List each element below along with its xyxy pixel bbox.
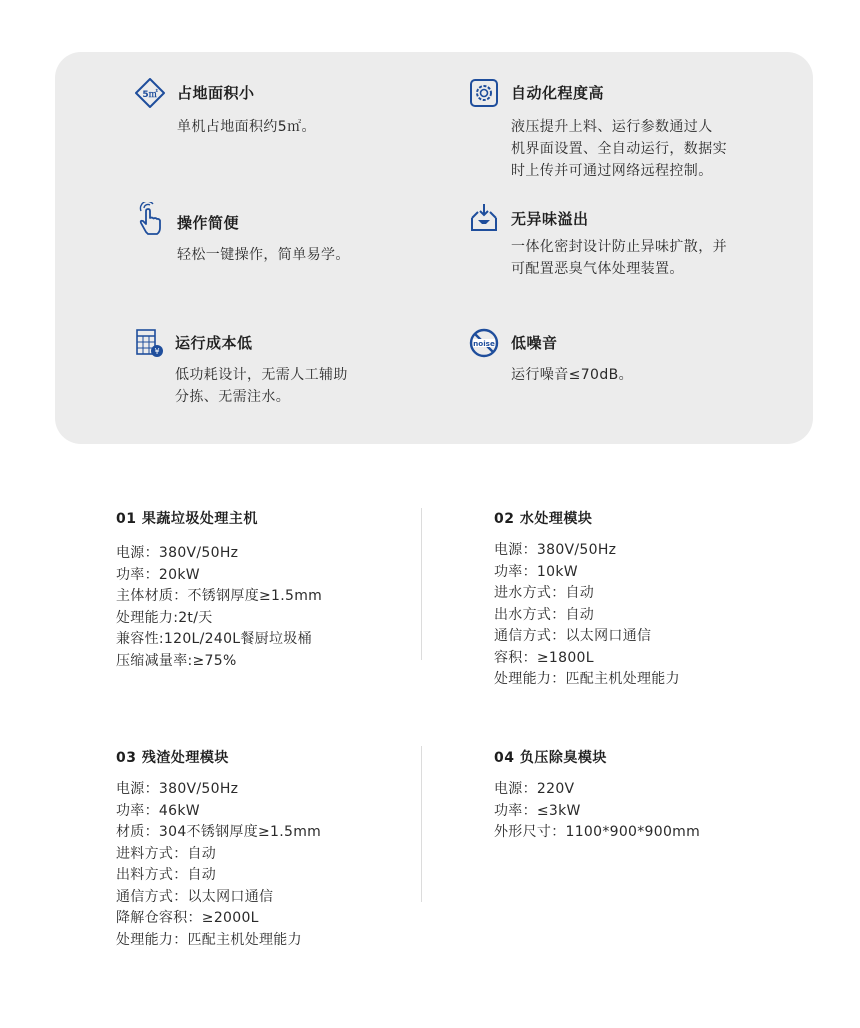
spec-title: 04 负压除臭模块: [494, 750, 607, 766]
feature-desc-line: 液压提升上料、运行参数通过人: [511, 119, 713, 135]
svg-text:¥: ¥: [154, 347, 160, 356]
spec-list: [116, 779, 321, 951]
divider: [421, 746, 422, 902]
spec-item: 降解仓容积：≥2000L: [116, 910, 259, 926]
spec-item: 电源：380V/50Hz: [116, 545, 239, 561]
feature-desc: [511, 364, 761, 386]
spec-title: 02 水处理模块: [494, 511, 593, 527]
area-icon-text: 5㎡: [142, 90, 158, 100]
feature-desc-line: 可配置恶臭气体处理装置。: [511, 261, 684, 277]
touch-hand-icon: [135, 202, 165, 232]
spec-item: 进水方式：自动: [494, 585, 595, 601]
feature-desc-line: 单机占地面积约5㎡。: [177, 119, 316, 135]
spec-item: 兼容性:120L/240L餐厨垃圾桶: [116, 631, 312, 647]
feature-desc: [511, 116, 761, 182]
feature-desc-line: 时上传并可通过网络远程控制。: [511, 163, 713, 179]
spec-item: 通信方式：以太网口通信: [116, 888, 274, 905]
spec-item: 材质：304不锈钢厚度≥1.5mm: [116, 824, 322, 840]
divider: [421, 508, 422, 660]
no-noise-icon: [469, 328, 499, 358]
spec-item: 出水方式：自动: [494, 606, 595, 623]
spec-deodor-module: [494, 747, 774, 840]
cost-calculator-icon: [135, 328, 165, 358]
spec-list: [116, 543, 322, 672]
spec-title: 03 残渣处理模块: [116, 750, 229, 766]
feature-desc: [177, 244, 427, 266]
spec-item: 功率：≤3kW: [494, 802, 581, 819]
spec-item: 处理能力：匹配主机处理能力: [116, 931, 302, 948]
automation-gear-icon: [469, 78, 499, 108]
sealed-box-icon: [469, 202, 499, 232]
feature-title: 操作简便: [177, 214, 240, 232]
spec-item: 进料方式：自动: [116, 845, 217, 862]
feature-title: 低噪音: [511, 334, 558, 352]
spec-main-unit: [116, 508, 396, 669]
feature-desc-line: 运行噪音≤70dB。: [511, 367, 634, 383]
feature-title: 自动化程度高: [511, 84, 605, 102]
spec-item: 电源：380V/50Hz: [494, 542, 617, 558]
spec-item: 功率：20kW: [116, 566, 200, 583]
spec-item: 外形尺寸：1100*900*900mm: [494, 824, 701, 840]
spec-list: [494, 779, 700, 844]
feature-desc-line: 一体化密封设计防止异味扩散，并: [511, 239, 727, 255]
spec-residue-module: [116, 747, 396, 948]
feature-desc-line: 机界面设置、全自动运行，数据实: [511, 141, 727, 157]
spec-item: 主体材质：不锈钢厚度≥1.5mm: [116, 588, 323, 604]
spec-item: 电源：220V: [494, 781, 575, 797]
spec-item: 电源：380V/50Hz: [116, 781, 239, 797]
feature-desc: [177, 116, 427, 138]
feature-title: 运行成本低: [175, 334, 253, 352]
spec-item: 通信方式：以太网口通信: [494, 628, 652, 644]
feature-title: 无异味溢出: [511, 210, 589, 228]
noise-icon-text: noise: [473, 339, 495, 348]
area-5m2-icon: [135, 78, 165, 108]
feature-desc: [175, 364, 425, 408]
spec-item: 功率：46kW: [116, 802, 200, 819]
spec-item: 处理能力：匹配主机处理能力: [494, 671, 680, 687]
feature-title: 占地面积小: [177, 84, 255, 102]
features-panel: [55, 52, 813, 444]
spec-list: [494, 540, 680, 691]
feature-desc: [511, 236, 761, 280]
spec-item: 压缩减量率:≥75%: [116, 652, 237, 669]
spec-item: 出料方式：自动: [116, 867, 217, 883]
spec-item: 容积：≥1800L: [494, 649, 594, 666]
feature-desc-line: 分拣、无需注水。: [175, 389, 291, 405]
spec-water-module: [494, 508, 774, 687]
spec-item: 处理能力:2t/天: [116, 609, 213, 626]
feature-desc-line: 低功耗设计，无需人工辅助: [175, 367, 348, 383]
spec-title: 01 果蔬垃圾处理主机: [116, 511, 258, 527]
feature-desc-line: 轻松一键操作，简单易学。: [177, 247, 350, 263]
spec-item: 功率：10kW: [494, 563, 578, 580]
